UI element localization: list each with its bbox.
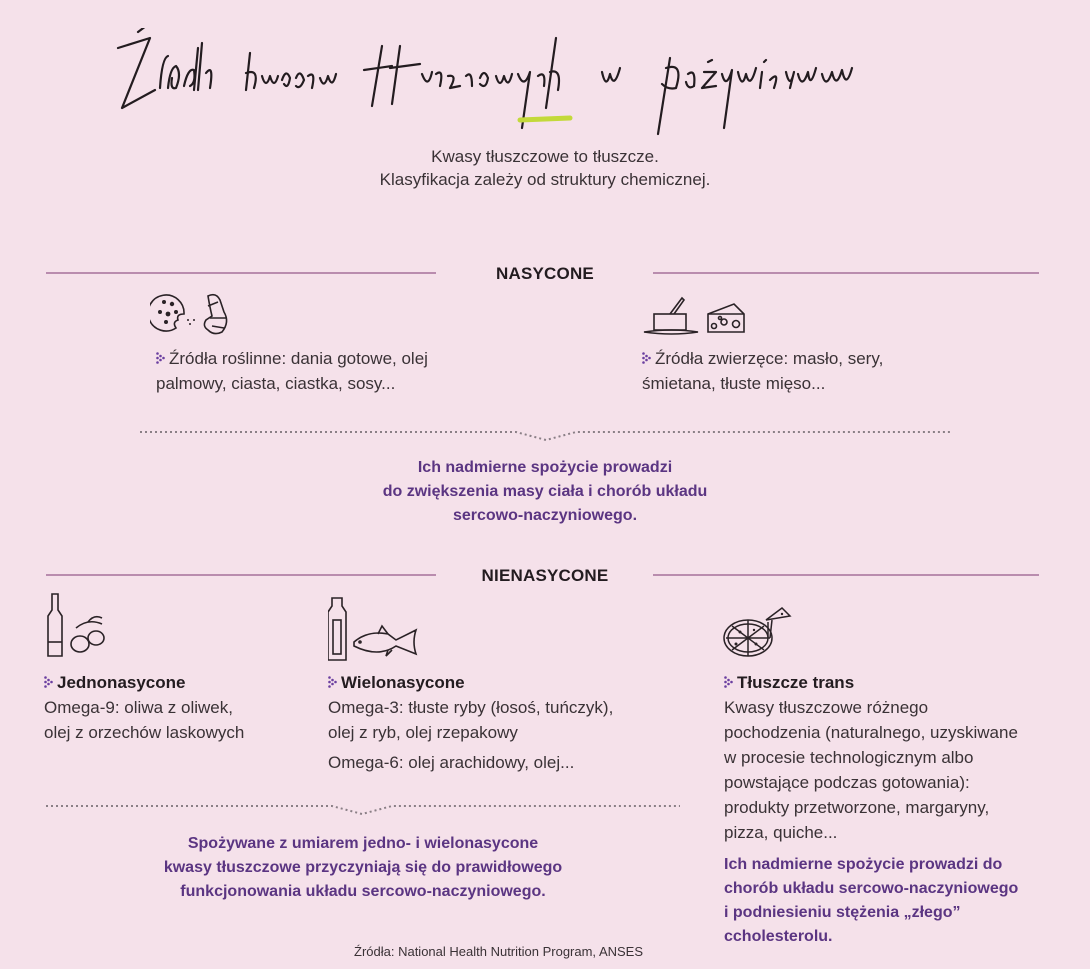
- bullet-dots-icon: [642, 352, 651, 364]
- plant-line-1: Źródła roślinne: dania gotowe, olej: [169, 349, 428, 368]
- subtitle-line-1: Kwasy tłuszczowe to tłuszcze.: [431, 147, 659, 166]
- trans-note: Ich nadmierne spożycie prowadzi do chorób układu sercowo-naczyniowego i podniesieniu stężenia „złego” ccholesterolu.: [724, 856, 1019, 945]
- bullet-dots-icon: [724, 676, 733, 688]
- fish-icon: [354, 630, 416, 654]
- butter-cheese-icons: [642, 294, 752, 338]
- mono-block: Jednonasycone Omega-9: oliwa z oliwek, olej z orzechów laskowych: [44, 673, 245, 742]
- oil-bottle-icon: [48, 594, 62, 656]
- poly-heading: Wielonasycone: [341, 673, 465, 692]
- unsaturated-note: Spożywane z umiarem jedno- i wielonasycone kwasy tłuszczowe przyczyniają się do prawidłowego funkcjonowania układu sercowo-naczyniowego.: [163, 835, 563, 900]
- saturated-note: Ich nadmierne spożycie prowadzi do zwiększenia masy ciała i chorób układu sercowo-naczyniowego.: [382, 459, 708, 524]
- dotted-divider: [140, 426, 952, 446]
- oil-olives-icons: [44, 592, 110, 660]
- butter-icon: [654, 314, 686, 330]
- pizza-icon: [722, 604, 794, 660]
- subtitle-line-2: Klasyfikacja zależy od struktury chemicznej.: [379, 170, 711, 189]
- saturated-plant-sources: [156, 346, 576, 396]
- poly-block: Wielonasycone Omega-3: tłuste ryby (łosoś, tuńczyk), olej z ryb, olej rzepakowy Omega-6: olej arachidowy, olej...: [328, 673, 614, 772]
- dotted-divider: [46, 800, 680, 820]
- section-title-saturated: NASYCONE: [496, 264, 594, 283]
- divider-rule-right: [653, 272, 1039, 274]
- bullet-dots-icon: [44, 676, 53, 688]
- divider-rule-left: [46, 272, 436, 274]
- animal-line-1: Źródła zwierzęce: masło, sery,: [655, 349, 884, 368]
- divider-rule-left: [46, 574, 436, 576]
- saturated-animal-sources: [642, 346, 1062, 396]
- olives-icon: [71, 636, 89, 652]
- section-title-unsaturated: NIENASYCONE: [481, 566, 609, 585]
- trans-heading: Tłuszcze trans: [737, 673, 855, 692]
- mono-heading: Jednonasycone: [57, 673, 186, 692]
- animal-line-2: śmietana, tłuste mięso...: [642, 374, 826, 393]
- plant-line-2: palmowy, ciasta, ciastka, sosy...: [156, 374, 396, 393]
- divider-rule-right: [653, 574, 1039, 576]
- cookie-icon: [150, 288, 236, 338]
- bullet-dots-icon: [328, 676, 337, 688]
- trans-block: Tłuszcze trans Kwasy tłuszczowe różnego pochodzenia (naturalnego, uzyskiwane w procesie technologicznym albo powstające podczas gotowania): produkty przetworzone, margaryny, pizza, quiche... Ich nadmierne spożycie prowadzi do chorób układu sercowo-naczyniowego i podniesieniu stężenia „złego” ccholesterolu.: [724, 670, 1084, 949]
- oil-fish-icons: [328, 596, 424, 662]
- cookie-croissant-icons: [150, 288, 236, 338]
- bullet-dots-icon: [156, 352, 165, 364]
- subtitle: [0, 145, 1090, 191]
- oil-bottle-icon: [328, 598, 346, 660]
- source-note: Źródła: National Health Nutrition Program, ANSES: [354, 944, 644, 959]
